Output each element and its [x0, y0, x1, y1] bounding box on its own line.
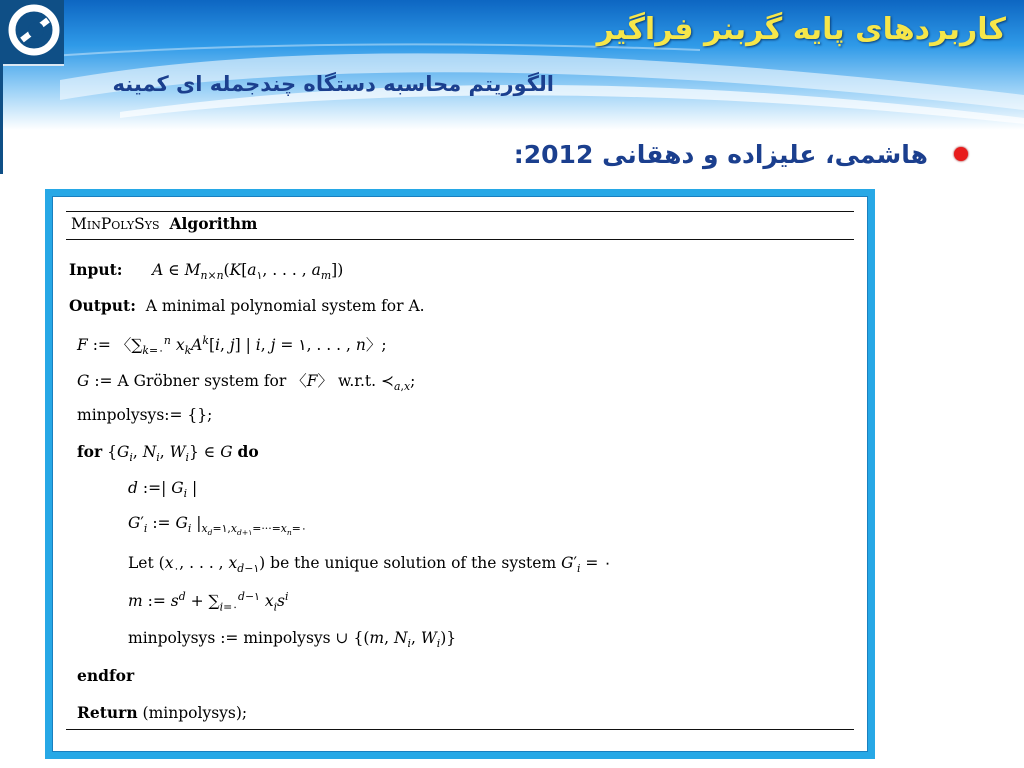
return-keyword: Return	[77, 703, 138, 722]
endfor-keyword: endfor	[77, 666, 135, 685]
algorithm-header	[71, 214, 257, 233]
logo-icon	[0, 0, 64, 64]
for-keyword: for	[77, 442, 103, 461]
union-text: minpolysys := minpolysys ∪	[128, 629, 349, 647]
bottom-rule	[66, 729, 854, 730]
let-text: Let	[128, 554, 154, 572]
algorithm-frame	[45, 189, 875, 759]
input-line: Input: A ∈ $M_{n\times n}(K[a_١$, . . . , $a_m$])	[69, 260, 344, 283]
line-return	[77, 703, 247, 722]
groebner-text: A Gröbner system for	[117, 372, 287, 390]
wrt-text: w.r.t.	[337, 372, 377, 390]
do-keyword: do	[237, 442, 259, 461]
input-label: Input:	[69, 260, 123, 279]
line-union: minpolysys := minpolysys ∪ {(m, $N_i$, $W_i$)}	[128, 629, 457, 651]
line-init: minpolysys:= {};	[77, 406, 213, 424]
line-f-def: F := 〈$\sum_{k=٠}^n$ $x_kA^k[i$, j] | i, j = ١, . . . , n〉;	[77, 333, 387, 358]
header-rule	[66, 239, 854, 240]
output-text: A minimal polynomial system for A.	[145, 297, 425, 315]
line-d: d :=| $G_i$ |	[128, 479, 198, 501]
logo	[0, 0, 64, 66]
left-strip	[0, 64, 3, 174]
output-line	[69, 296, 425, 315]
be-text: be the unique solution of the system	[270, 554, 557, 572]
line-g-def: G := A Gröbner system for 〈F〉 w.r.t. $≺_{a,x}$;	[77, 372, 416, 394]
line-gi-prime: $G'_i$ := $G_i$ $|_{x_d=١,x_{d+١}=\cdot\cdot\cdot=x_n=٠}$	[128, 514, 307, 538]
line-let: Let ($x_٠$, . . . , $x_{d-١}$) be the unique solution of the system $G'_i$ = ٠	[128, 554, 612, 576]
line-endfor	[77, 666, 134, 685]
algorithm-name: MinPolySys	[71, 215, 160, 233]
line-m: m := $s^d + \sum_{i=٠}^{d-١}$ $x_is^i$	[128, 590, 289, 614]
top-rule	[66, 211, 854, 212]
slide-subtitle: الگوریتم محاسبه دستگاه چندجمله ای کمینه	[112, 72, 554, 96]
output-label: Output:	[69, 296, 136, 315]
algorithm-heading: Algorithm	[169, 214, 258, 233]
slide-title: کاربردهای پایه گربنر فراگیر	[596, 12, 1006, 47]
bullet-text: هاشمی، علیزاده و دهقانی 2012:	[513, 140, 928, 169]
line-for: for {$G_i$, $N_i$, $W_i$} ∈ G do	[77, 442, 259, 465]
return-arg: (minpolysys);	[142, 704, 248, 722]
bullet-icon	[954, 147, 968, 161]
algorithm-box	[52, 196, 868, 752]
